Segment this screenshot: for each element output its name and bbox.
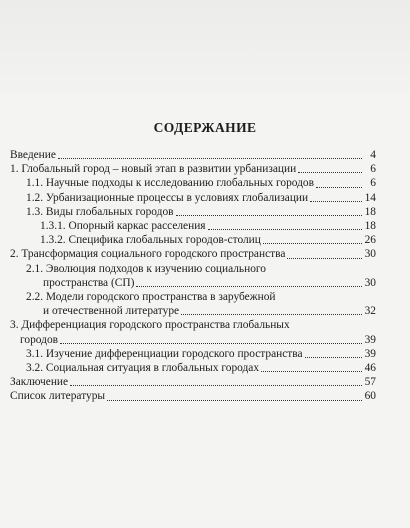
toc-entry-label: 3.1. Изучение дифференциации городского пространства [26, 347, 303, 360]
dot-leader [305, 357, 362, 358]
toc-entry-label: 1.1. Научные подходы к исследованию глобальных городов [26, 177, 315, 190]
toc-page-number: 32 [364, 305, 376, 318]
dot-leader [316, 187, 362, 188]
toc-entry-section-1-1 [10, 176, 376, 190]
page-title: СОДЕРЖАНИЕ [153, 120, 257, 135]
toc-page-number: 60 [364, 390, 376, 403]
toc-entry-section-3-2 [10, 361, 376, 375]
toc-entry-label: 1.3.1. Опорный каркас расселения [40, 220, 206, 233]
toc-page-number: 6 [370, 163, 376, 176]
dot-leader [176, 215, 362, 216]
toc-page-number: 18 [364, 205, 376, 218]
toc-entry-chapter-3 [10, 318, 376, 346]
toc-entry-label: 1.2. Урбанизационные процессы в условиях глобализации [26, 191, 309, 204]
toc-entry-references [10, 389, 376, 403]
toc-entry-chapter-1 [10, 162, 376, 176]
dot-leader [181, 314, 362, 315]
toc-entry-label-line-1: 2.1. Эволюция подходов к изучению социального [26, 262, 266, 275]
toc-entry-label-line-1: 3. Дифференциация городского пространства глобальных [10, 319, 290, 332]
toc-entry-line-2 [26, 304, 376, 318]
toc-entry-label: 2. Трансформация социального городского пространства [10, 248, 286, 261]
toc-entry-section-1-3 [10, 205, 376, 219]
toc-entry-section-1-3-2 [10, 233, 376, 247]
toc-entry-section-1-2 [10, 191, 376, 205]
show-through-shading [0, 0, 410, 110]
toc-entry-label: 1.3. Виды глобальных городов [26, 205, 174, 218]
toc-page-number: 46 [364, 362, 376, 375]
dot-leader [310, 201, 362, 202]
toc-entry-label: 3.2. Социальная ситуация в глобальных городах [26, 362, 260, 375]
toc-entry-label-line-2: городов [20, 333, 59, 346]
dot-leader [208, 229, 362, 230]
dot-leader [107, 400, 362, 401]
toc-page-number: 6 [370, 177, 376, 190]
dot-leader [70, 385, 362, 386]
toc-entry-label: Введение [10, 149, 56, 161]
toc-page-number: 4 [370, 149, 376, 161]
toc-entry-label-line-1: 2.2. Модели городского пространства в зарубежной [26, 291, 276, 304]
dot-leader [287, 258, 362, 259]
toc-entry-label: 1. Глобальный город – новый этап в развитии урбанизации [10, 163, 297, 176]
toc-entry-label: Заключение [10, 376, 69, 389]
toc-page-number: 14 [364, 191, 376, 204]
table-of-contents [10, 148, 376, 404]
toc-entry-conclusion [10, 375, 376, 389]
dot-leader [60, 343, 362, 344]
toc-entry-section-2-1 [10, 262, 376, 290]
toc-page-number: 18 [364, 220, 376, 233]
toc-page-number: 30 [364, 248, 376, 261]
toc-entry-label: Список литературы [10, 390, 106, 403]
toc-entry-section-3-1 [10, 347, 376, 361]
toc-entry-introduction [10, 148, 376, 162]
dot-leader [263, 243, 362, 244]
dot-leader [298, 172, 362, 173]
toc-page-number: 39 [364, 333, 376, 346]
toc-page-number: 39 [364, 347, 376, 360]
toc-entry-line-2 [10, 333, 376, 347]
toc-entry-section-1-3-1 [10, 219, 376, 233]
toc-entry-chapter-2 [10, 247, 376, 261]
toc-page-number: 57 [364, 376, 376, 389]
dot-leader [136, 286, 362, 287]
toc-entry-line-2 [26, 276, 376, 290]
toc-entry-label: 1.3.2. Специфика глобальных городов-столиц [40, 234, 261, 247]
toc-entry-section-2-2 [10, 290, 376, 318]
toc-entry-label-line-2: пространства (СП) [43, 276, 135, 289]
dot-leader [261, 371, 362, 372]
toc-page-number: 30 [364, 276, 376, 289]
toc-page-number: 26 [364, 234, 376, 247]
toc-entry-label-line-2: и отечественной литературе [43, 305, 180, 318]
dot-leader [58, 158, 362, 159]
